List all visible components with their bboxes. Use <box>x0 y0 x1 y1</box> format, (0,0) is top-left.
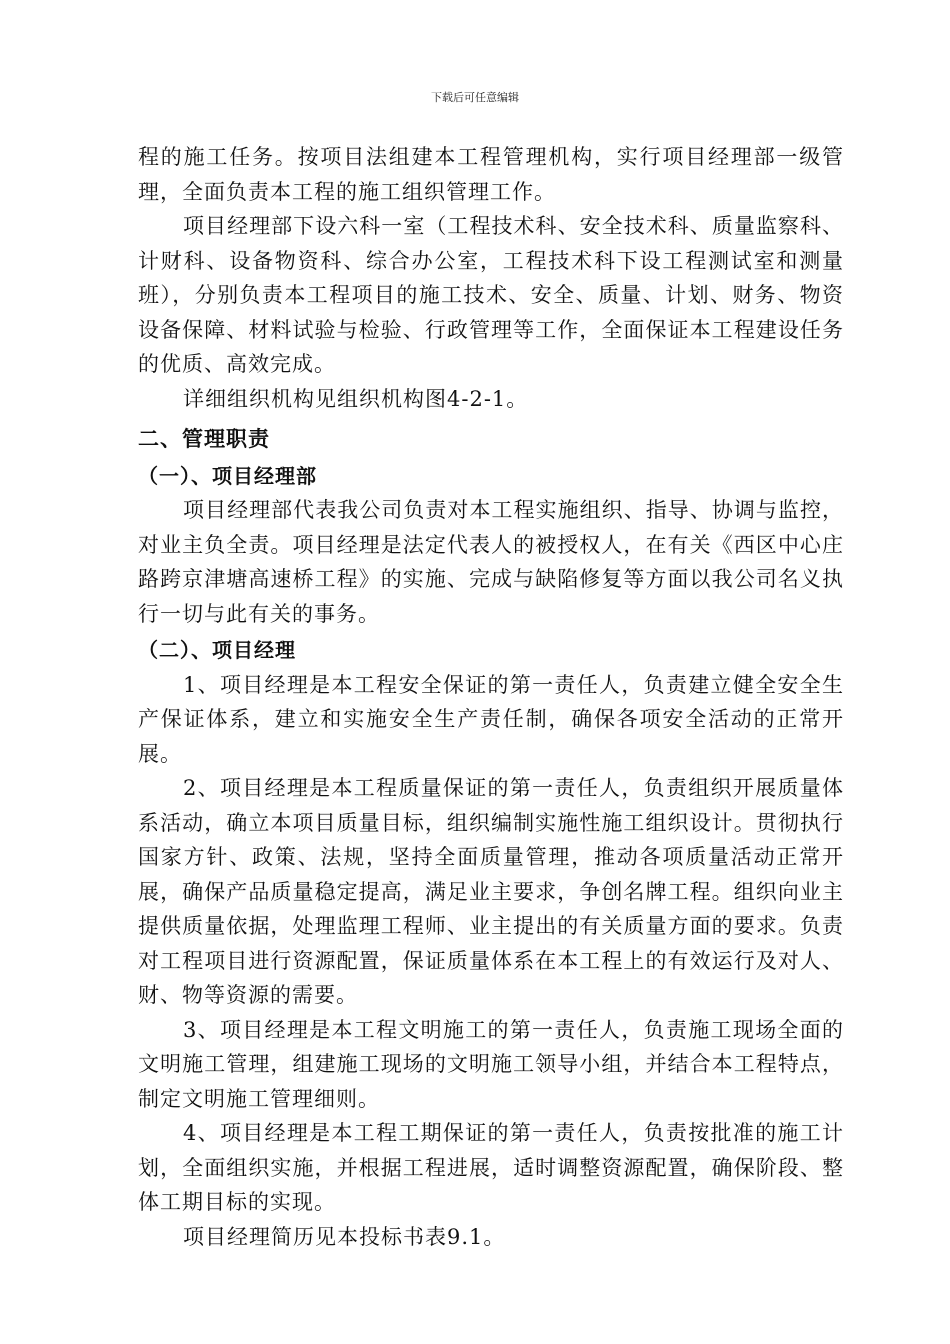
paragraph-project-department: 项目经理部代表我公司负责对本工程实施组织、指导、协调与监控，对业主负全责。项目经理是法定代表人的被授权人，在有关《西区中心庄路跨京津塘高速桥工程》的实施、完成与缺陷修复等方面以我公司名义执行一切与此有关的事务。 <box>138 498 844 626</box>
paragraph-org-chart-ref: 详细组织机构见组织机构图4-2-1。 <box>183 386 529 411</box>
paragraph-continuation: 程的施工任务。按项目法组建本工程管理机构，实行项目经理部一级管理，全面负责本工程的施工组织管理工作。 <box>138 145 844 204</box>
subheading-project-department: （一）、项目经理部 <box>138 463 317 488</box>
paragraph-departments: 项目经理部下设六科一室（工程技术科、安全技术科、质量监察科、计财科、设备物资科、综合办公室，工程技术科下设工程测试室和测量班），分别负责本工程项目的施工技术、安全、质量、计划、财务、物资设备保障、材料试验与检验、行政管理等工作，全面保证本工程建设任务的优质、高效完成。 <box>138 214 844 376</box>
paragraph-duty-schedule: 4、项目经理是本工程工期保证的第一责任人，负责按批准的施工计划，全面组织实施，并根据工程进展，适时调整资源配置，确保阶段、整体工期目标的实现。 <box>138 1121 844 1214</box>
paragraph-duty-safety: 1、项目经理是本工程安全保证的第一责任人，负责建立健全安全生产保证体系，建立和实施安全生产责任制，确保各项安全活动的正常开展。 <box>138 672 844 766</box>
paragraph-duty-quality: 2、项目经理是本工程质量保证的第一责任人，负责组织开展质量体系活动，确立本项目质量目标，组织编制实施性施工组织设计。贯彻执行国家方针、政策、法规，坚持全面质量管理，推动各项质量活动正常开展，确保产品质量稳定提高，满足业主要求，争创名牌工程。组织向业主提供质量依据，处理监理工程师、业主提出的有关质量方面的要求。负责对工程项目进行资源配置，保证质量体系在本工程上的有效运行及对人、财、物等资源的需要。 <box>138 776 844 1007</box>
paragraph-duty-civilized-construction: 3、项目经理是本工程文明施工的第一责任人，负责施工现场全面的文明施工管理，组建施工现场的文明施工领导小组，并结合本工程特点，制定文明施工管理细则。 <box>138 1017 844 1111</box>
section-heading-management-duties: 二、管理职责 <box>138 427 270 451</box>
document-body <box>138 140 844 1254</box>
header-note: 下载后可任意编辑 <box>431 91 519 104</box>
subheading-project-manager: （二）、项目经理 <box>138 638 296 662</box>
paragraph-resume-ref: 项目经理简历见本投标书表9.1。 <box>183 1224 506 1249</box>
